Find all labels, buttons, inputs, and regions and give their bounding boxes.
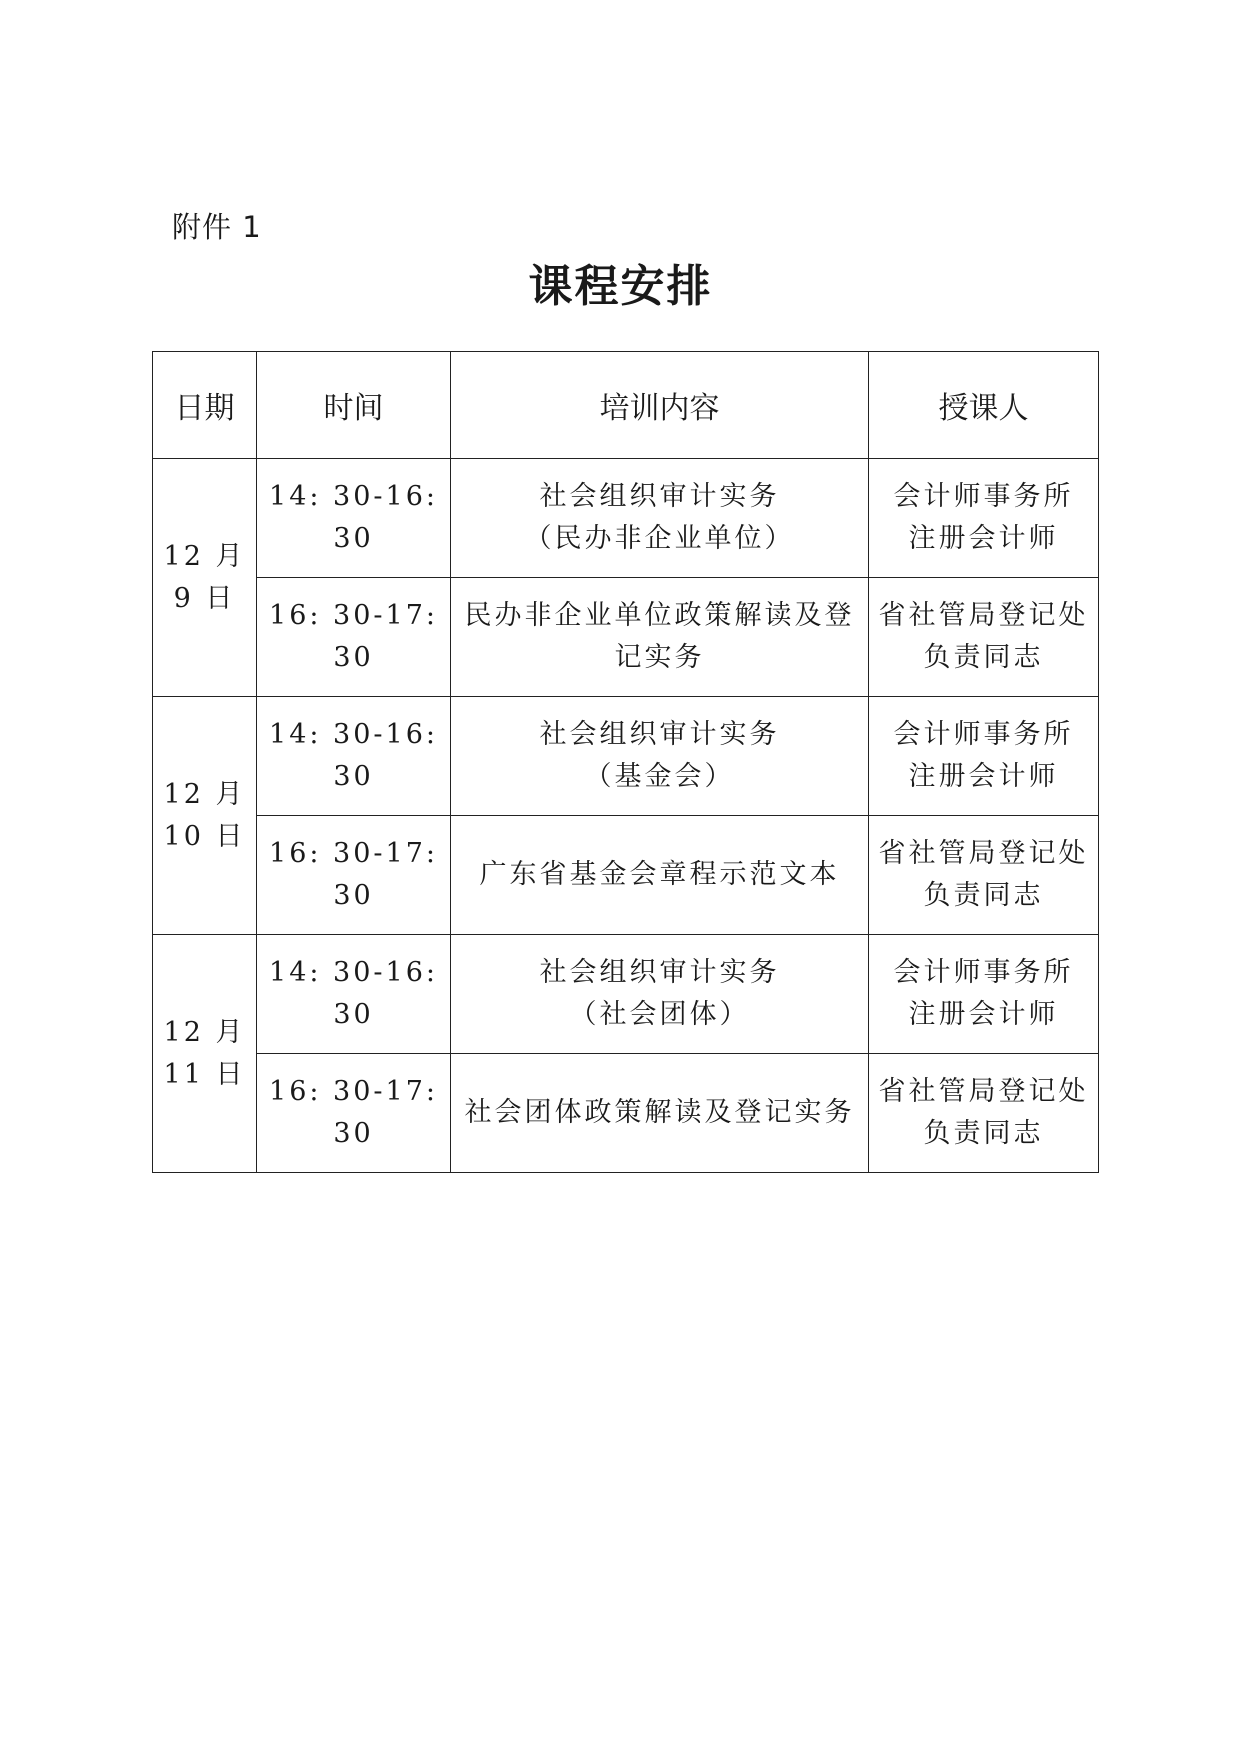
date-day: 11 日 (163, 1058, 246, 1090)
content-cell (451, 1054, 869, 1173)
header-content: 培训内容 (451, 352, 869, 459)
date-day: 10 日 (163, 820, 246, 852)
content-line: 记实务 (614, 642, 705, 673)
date-cell (153, 935, 257, 1173)
content-cell (451, 459, 869, 578)
lecturer-cell (869, 816, 1099, 935)
attachment-label: 附件 1 (172, 210, 262, 244)
time-cell: 14: 30-16: 30 (257, 935, 451, 1054)
lecturer-cell (869, 1054, 1099, 1173)
content-line: 社会组织审计实务 (539, 719, 780, 750)
content-line: 社会团体政策解读及登记实务 (464, 1097, 855, 1128)
table-row (153, 1054, 1099, 1173)
date-month: 12 月 (163, 540, 246, 572)
lecturer-cell (869, 697, 1099, 816)
lecturer-line: 会计师事务所 (893, 957, 1074, 988)
time-cell: 16: 30-17: 30 (257, 1054, 451, 1173)
content-line: （民办非企业单位） (524, 523, 795, 554)
table-row (153, 935, 1099, 1054)
content-line: 社会组织审计实务 (539, 957, 780, 988)
lecturer-line: 会计师事务所 (893, 719, 1074, 750)
time-cell: 14: 30-16: 30 (257, 459, 451, 578)
table-row (153, 697, 1099, 816)
time-cell: 16: 30-17: 30 (257, 578, 451, 697)
content-line: 广东省基金会章程示范文本 (479, 859, 840, 890)
lecturer-line: 省社管局登记处 (878, 600, 1089, 631)
lecturer-line: 注册会计师 (908, 761, 1059, 792)
page-title: 课程安排 (528, 261, 713, 312)
table-row (153, 459, 1099, 578)
content-cell (451, 816, 869, 935)
lecturer-cell (869, 578, 1099, 697)
lecturer-line: 负责同志 (923, 1118, 1044, 1149)
lecturer-line: 负责同志 (923, 880, 1044, 911)
date-cell (153, 459, 257, 697)
date-day: 9 日 (173, 582, 236, 614)
date-month: 12 月 (163, 1016, 246, 1048)
header-time: 时间 (257, 352, 451, 459)
lecturer-cell (869, 459, 1099, 578)
lecturer-line: 会计师事务所 (893, 481, 1074, 512)
lecturer-cell (869, 935, 1099, 1054)
table-row (153, 578, 1099, 697)
date-month: 12 月 (163, 778, 246, 810)
course-schedule-table (152, 351, 1099, 1173)
content-cell (451, 578, 869, 697)
lecturer-line: 注册会计师 (908, 523, 1059, 554)
lecturer-line: 省社管局登记处 (878, 1076, 1089, 1107)
header-lecturer: 授课人 (869, 352, 1099, 459)
content-line: （基金会） (584, 761, 735, 792)
date-cell (153, 697, 257, 935)
content-cell (451, 697, 869, 816)
lecturer-line: 负责同志 (923, 642, 1044, 673)
table-header-row (153, 352, 1099, 459)
lecturer-line: 省社管局登记处 (878, 838, 1089, 869)
time-cell: 14: 30-16: 30 (257, 697, 451, 816)
content-line: （社会团体） (569, 999, 750, 1030)
content-line: 社会组织审计实务 (539, 481, 780, 512)
content-cell (451, 935, 869, 1054)
lecturer-line: 注册会计师 (908, 999, 1059, 1030)
time-cell: 16: 30-17: 30 (257, 816, 451, 935)
content-line: 民办非企业单位政策解读及登 (464, 600, 855, 631)
header-date: 日期 (153, 352, 257, 459)
table-row (153, 816, 1099, 935)
